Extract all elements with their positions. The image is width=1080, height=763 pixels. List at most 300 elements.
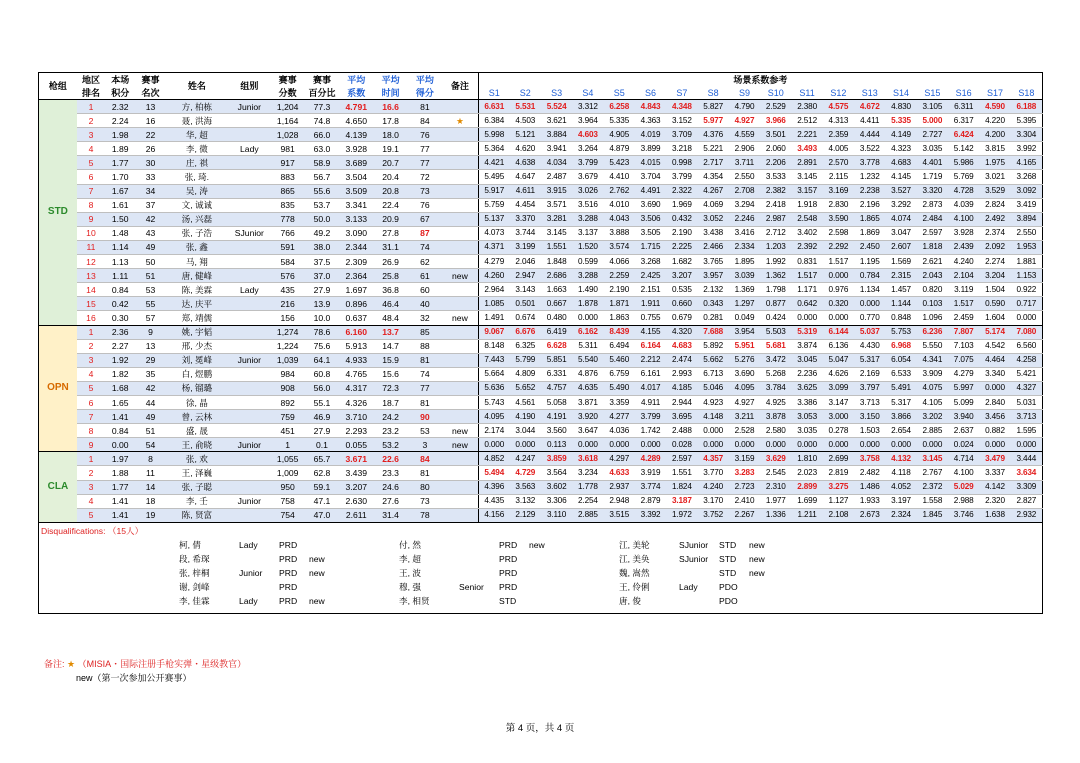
stage-value: 0.000: [478, 438, 509, 452]
avg-factor-cell: 3.710: [339, 410, 373, 424]
dq-division: STD: [719, 567, 737, 578]
name-cell: 张, 子浩: [166, 226, 229, 240]
stage-value: 5.047: [823, 353, 854, 367]
stage-value: 3.992: [1011, 142, 1043, 156]
notes: [44, 657, 246, 685]
header-remark: 备注: [442, 73, 478, 100]
dq-division: PRD: [499, 553, 518, 564]
stage-value: 2.637: [948, 424, 979, 438]
stage-header: S8: [698, 86, 729, 100]
stage-value: 5.977: [698, 114, 729, 128]
season-rank-cell: 42: [135, 212, 165, 226]
stage-value: 2.948: [604, 494, 635, 508]
stage-value: 2.899: [791, 480, 822, 494]
stage-value: 2.699: [823, 452, 854, 466]
stage-value: 1.297: [729, 297, 760, 311]
table-row: [39, 283, 1043, 297]
dq-category: Lady: [239, 595, 258, 606]
points-cell: 1.50: [105, 212, 135, 226]
category-cell: [228, 184, 270, 198]
table-row: [39, 353, 1043, 367]
table-row: [39, 170, 1043, 184]
points-cell: 1.41: [105, 508, 135, 522]
stage-value: 3.337: [979, 466, 1010, 480]
stage-value: 3.026: [572, 184, 603, 198]
stage-value: 2.374: [979, 226, 1010, 240]
stage-value: 4.348: [666, 100, 697, 114]
name-cell: 庄, 祺: [166, 156, 229, 170]
rank-cell: 6: [77, 395, 105, 409]
stage-value: 4.809: [510, 367, 541, 381]
stage-value: 6.628: [541, 339, 572, 353]
stage-value: 1.171: [791, 283, 822, 297]
stage-value: 4.454: [510, 198, 541, 212]
stage-value: 0.000: [791, 311, 822, 325]
stage-value: 3.045: [791, 353, 822, 367]
score-cell: 754: [271, 508, 305, 522]
stage-value: 4.148: [698, 410, 729, 424]
stage-value: 2.439: [948, 240, 979, 254]
avg-score-cell: 87: [408, 226, 442, 240]
remark-cell: [442, 156, 478, 170]
stage-value: 3.564: [541, 466, 572, 480]
stage-value: 0.877: [760, 297, 791, 311]
avg-time-cell: 19.1: [373, 142, 407, 156]
avg-time-cell: 72.3: [373, 381, 407, 395]
stage-value: 5.494: [478, 466, 509, 480]
dq-note: new: [309, 553, 325, 564]
dq-name: 魏, 嵩然: [619, 567, 650, 578]
stage-value: 2.392: [791, 240, 822, 254]
score-cell: 1,028: [271, 128, 305, 142]
rank-cell: 4: [77, 494, 105, 508]
dq-division: PRD: [279, 553, 298, 564]
stage-value: 2.607: [885, 240, 916, 254]
stage-value: 3.044: [510, 424, 541, 438]
avg-time-cell: 53.2: [373, 438, 407, 452]
avg-factor-cell: 3.207: [339, 480, 373, 494]
star-icon: ★: [67, 659, 76, 669]
stage-value: 3.152: [666, 114, 697, 128]
category-cell: Junior: [228, 494, 270, 508]
season-rank-cell: 34: [135, 184, 165, 198]
stage-value: 1.715: [635, 240, 666, 254]
stage-value: 4.620: [510, 142, 541, 156]
percent-cell: 27.9: [305, 283, 339, 297]
table-row: [39, 297, 1043, 311]
stage-value: 0.000: [698, 424, 729, 438]
stage-value: 3.506: [635, 212, 666, 226]
table-row: [39, 452, 1043, 466]
note-star-line: [44, 657, 246, 671]
points-cell: 1.89: [105, 142, 135, 156]
stage-value: 5.531: [510, 100, 541, 114]
stage-value: 3.402: [791, 226, 822, 240]
avg-factor-cell: 1.697: [339, 283, 373, 297]
stage-value: 4.542: [979, 339, 1010, 353]
stage-value: 5.268: [760, 367, 791, 381]
stage-value: 3.312: [572, 100, 603, 114]
avg-score-cell: 74: [408, 367, 442, 381]
results-body: [39, 100, 1043, 523]
dq-division: PRD: [279, 567, 298, 578]
score-cell: 576: [271, 269, 305, 283]
points-cell: 1.70: [105, 170, 135, 184]
avg-score-cell: 78: [408, 508, 442, 522]
stage-value: 5.029: [948, 480, 979, 494]
avg-factor-cell: 2.364: [339, 269, 373, 283]
stage-value: 6.968: [885, 339, 916, 353]
season-rank-cell: 30: [135, 156, 165, 170]
stage-value: 0.770: [854, 311, 885, 325]
stage-value: 2.487: [541, 170, 572, 184]
stage-value: 3.283: [729, 466, 760, 480]
name-cell: 汤, 兴磊: [166, 212, 229, 226]
name-cell: 唐, 健峰: [166, 269, 229, 283]
rank-cell: 14: [77, 283, 105, 297]
stage-value: 3.621: [541, 114, 572, 128]
remark-cell: [442, 184, 478, 198]
stage-value: 4.075: [917, 381, 948, 395]
stage-value: 2.324: [885, 508, 916, 522]
table-row: [39, 100, 1043, 114]
stage-value: 4.289: [635, 452, 666, 466]
rank-cell: 1: [77, 452, 105, 466]
avg-time-cell: 17.8: [373, 114, 407, 128]
stage-value: 3.202: [917, 410, 948, 424]
percent-cell: 37.5: [305, 255, 339, 269]
remark-cell: [442, 240, 478, 254]
note-new-text: new（第一次参加公开赛事）: [76, 673, 192, 683]
score-cell: 1,009: [271, 466, 305, 480]
points-cell: 1.68: [105, 381, 135, 395]
avg-time-cell: 23.2: [373, 424, 407, 438]
stage-value: 3.132: [510, 494, 541, 508]
stage-value: 2.206: [760, 156, 791, 170]
percent-cell: 47.0: [305, 508, 339, 522]
stage-value: 3.204: [979, 269, 1010, 283]
stage-value: 0.000: [510, 438, 541, 452]
percent-cell: 56.0: [305, 381, 339, 395]
avg-factor-cell: 3.928: [339, 142, 373, 156]
remark-cell: new: [442, 269, 478, 283]
stage-value: 5.137: [478, 212, 509, 226]
stage-value: 4.142: [979, 480, 1010, 494]
stage-value: 4.603: [572, 128, 603, 142]
stage-value: 1.878: [572, 297, 603, 311]
dq-category: SJunior: [679, 553, 709, 564]
stage-value: 0.000: [854, 297, 885, 311]
stage-value: 3.150: [854, 410, 885, 424]
avg-factor-cell: 0.896: [339, 297, 373, 311]
dq-note: new: [749, 553, 765, 564]
stage-value: 4.313: [823, 114, 854, 128]
stage-value: 0.343: [698, 297, 729, 311]
stage-value: 0.755: [635, 311, 666, 325]
dq-division: STD: [719, 539, 737, 550]
stage-value: 1.848: [541, 255, 572, 269]
stage-value: 3.021: [979, 170, 1010, 184]
stage-value: 5.998: [478, 128, 509, 142]
stage-value: 3.797: [854, 381, 885, 395]
table-row: [39, 255, 1043, 269]
stage-value: 4.191: [541, 410, 572, 424]
stage-value: 3.456: [979, 410, 1010, 424]
stage-value: 0.024: [948, 438, 979, 452]
stage-value: 6.759: [604, 367, 635, 381]
remark-cell: [442, 198, 478, 212]
stage-value: 5.142: [948, 142, 979, 156]
stage-value: 3.304: [1011, 128, 1043, 142]
category-cell: [228, 311, 270, 325]
rank-cell: 4: [77, 142, 105, 156]
stage-value: 3.784: [760, 381, 791, 395]
category-cell: [228, 269, 270, 283]
stage-value: 0.000: [698, 438, 729, 452]
stage-value: 4.010: [604, 198, 635, 212]
stage-value: 2.359: [823, 128, 854, 142]
avg-factor-cell: 4.650: [339, 114, 373, 128]
dq-entry: [179, 580, 339, 594]
avg-factor-cell: 3.504: [339, 170, 373, 184]
dq-note: new: [749, 539, 765, 550]
stage-value: 5.335: [604, 114, 635, 128]
stage-value: 3.874: [791, 339, 822, 353]
stage-value: 5.769: [948, 170, 979, 184]
avg-time-cell: 20.9: [373, 212, 407, 226]
season-rank-cell: 42: [135, 381, 165, 395]
stage-value: 3.386: [791, 395, 822, 409]
stage-value: 5.335: [885, 114, 916, 128]
rank-cell: 9: [77, 212, 105, 226]
stage-value: 4.034: [541, 156, 572, 170]
stage-value: 3.145: [541, 226, 572, 240]
rank-cell: 15: [77, 297, 105, 311]
stage-header: S7: [666, 86, 697, 100]
stage-header: S4: [572, 86, 603, 100]
stage-value: 4.633: [604, 466, 635, 480]
rank-cell: 5: [77, 508, 105, 522]
stage-value: 3.199: [510, 240, 541, 254]
header-avg-time-1: 平均: [373, 73, 407, 87]
stage-value: 1.699: [791, 494, 822, 508]
table-row: [39, 269, 1043, 283]
stage-value: 1.362: [760, 269, 791, 283]
stage-value: 4.095: [729, 381, 760, 395]
percent-cell: 78.6: [305, 325, 339, 339]
stage-value: 4.879: [604, 142, 635, 156]
season-rank-cell: 13: [135, 339, 165, 353]
percent-cell: 62.8: [305, 466, 339, 480]
season-rank-cell: 43: [135, 226, 165, 240]
stage-value: 2.824: [979, 198, 1010, 212]
stage-value: 5.121: [510, 128, 541, 142]
stage-value: 3.039: [729, 269, 760, 283]
avg-score-cell: 73: [408, 494, 442, 508]
stage-value: 2.174: [478, 424, 509, 438]
header-region-rank-1: 地区: [77, 73, 105, 87]
name-cell: 曾, 云林: [166, 410, 229, 424]
stage-value: 3.690: [635, 198, 666, 212]
stage-value: 4.149: [885, 128, 916, 142]
stage-value: 5.664: [478, 367, 509, 381]
name-cell: 邢, 少杰: [166, 339, 229, 353]
avg-time-cell: 26.9: [373, 255, 407, 269]
stage-value: 4.017: [635, 381, 666, 395]
stage-value: 2.762: [604, 184, 635, 198]
stage-value: 4.590: [979, 100, 1010, 114]
stage-value: 4.066: [604, 255, 635, 269]
name-cell: 李, 壬: [166, 494, 229, 508]
stage-value: 3.234: [572, 466, 603, 480]
stage-value: 4.005: [823, 142, 854, 156]
stage-value: 0.501: [510, 297, 541, 311]
stage-value: 5.743: [478, 395, 509, 409]
table-row: [39, 410, 1043, 424]
stage-value: 3.479: [979, 452, 1010, 466]
stage-value: 5.503: [760, 325, 791, 339]
stage-value: 4.638: [510, 156, 541, 170]
name-cell: 杨, 镏璐: [166, 381, 229, 395]
score-cell: 865: [271, 184, 305, 198]
name-cell: 陈, 贤富: [166, 508, 229, 522]
dq-column-2: [399, 538, 559, 608]
points-cell: 1.13: [105, 255, 135, 269]
season-rank-cell: 16: [135, 114, 165, 128]
stage-value: 1.869: [854, 226, 885, 240]
stage-value: 6.560: [1011, 339, 1043, 353]
stage-value: 0.679: [666, 311, 697, 325]
stage-header: S14: [885, 86, 916, 100]
score-cell: 156: [271, 311, 305, 325]
stage-value: 2.092: [979, 240, 1010, 254]
stage-value: 1.881: [1011, 255, 1043, 269]
stage-value: 4.728: [948, 184, 979, 198]
dq-name: 穆, 强: [399, 581, 421, 592]
percent-cell: 64.1: [305, 353, 339, 367]
season-rank-cell: 50: [135, 255, 165, 269]
stage-value: 4.320: [666, 325, 697, 339]
stage-value: 6.161: [635, 367, 666, 381]
stage-value: 4.876: [572, 367, 603, 381]
stage-value: 1.682: [666, 255, 697, 269]
avg-factor-cell: 3.341: [339, 198, 373, 212]
percent-cell: 58.9: [305, 156, 339, 170]
stage-value: 3.859: [541, 452, 572, 466]
stage-value: 2.528: [729, 424, 760, 438]
stage-value: 2.169: [854, 367, 885, 381]
category-cell: [228, 114, 270, 128]
stage-value: 2.550: [729, 170, 760, 184]
stage-value: 2.236: [791, 367, 822, 381]
dq-division: PDO: [719, 595, 738, 606]
stage-value: 5.753: [885, 325, 916, 339]
stage-value: 3.416: [729, 226, 760, 240]
remark-cell: [442, 452, 478, 466]
stage-value: 3.590: [823, 212, 854, 226]
stage-value: 4.240: [698, 480, 729, 494]
name-cell: 华, 超: [166, 128, 229, 142]
stage-value: 3.099: [823, 381, 854, 395]
stage-value: 4.575: [823, 100, 854, 114]
stage-value: 6.144: [823, 325, 854, 339]
score-cell: 1,224: [271, 339, 305, 353]
note-label: 备注:: [44, 659, 65, 669]
remark-cell: [442, 339, 478, 353]
stage-value: 3.774: [635, 480, 666, 494]
stage-value: 3.799: [666, 170, 697, 184]
stage-value: 4.790: [729, 100, 760, 114]
stage-value: 3.047: [885, 226, 916, 240]
stage-value: 3.629: [760, 452, 791, 466]
header-season-rank-2: 名次: [135, 86, 165, 100]
stage-value: 3.306: [541, 494, 572, 508]
stage-value: 3.634: [1011, 466, 1043, 480]
avg-score-cell: 76: [408, 198, 442, 212]
avg-factor-cell: 5.913: [339, 339, 373, 353]
stage-value: 3.370: [510, 212, 541, 226]
stage-value: 3.522: [854, 142, 885, 156]
dq-entry: [619, 580, 779, 594]
dq-division: PRD: [279, 581, 298, 592]
stage-value: 4.341: [917, 353, 948, 367]
stage-value: 6.631: [478, 100, 509, 114]
score-cell: 1,055: [271, 452, 305, 466]
stage-value: 4.323: [885, 142, 916, 156]
stage-value: 4.672: [854, 100, 885, 114]
stage-value: 6.054: [885, 353, 916, 367]
stage-value: 1.558: [917, 494, 948, 508]
stage-value: 0.000: [604, 438, 635, 452]
stage-value: 3.899: [635, 142, 666, 156]
dq-entry: [619, 552, 779, 566]
stage-value: 2.879: [635, 494, 666, 508]
score-cell: 759: [271, 410, 305, 424]
avg-score-cell: 81: [408, 353, 442, 367]
season-rank-cell: 37: [135, 198, 165, 212]
stage-value: 3.035: [791, 424, 822, 438]
stage-value: 3.758: [854, 452, 885, 466]
score-cell: 1: [271, 438, 305, 452]
group-label: STD: [39, 100, 77, 326]
stage-value: 1.127: [823, 494, 854, 508]
stage-value: 3.940: [948, 410, 979, 424]
stage-value: 0.674: [510, 311, 541, 325]
avg-score-cell: 32: [408, 311, 442, 325]
remark-cell: ★: [442, 114, 478, 128]
stage-value: 5.317: [854, 353, 885, 367]
dq-category: Lady: [239, 539, 258, 550]
percent-cell: 37.0: [305, 269, 339, 283]
stage-value: 3.000: [823, 410, 854, 424]
avg-time-cell: 46.4: [373, 297, 407, 311]
stage-value: 5.276: [729, 353, 760, 367]
stage-value: 2.597: [666, 452, 697, 466]
stage-value: 4.357: [698, 452, 729, 466]
score-cell: 584: [271, 255, 305, 269]
rank-cell: 8: [77, 198, 105, 212]
points-cell: 0.00: [105, 438, 135, 452]
stage-value: 2.482: [854, 466, 885, 480]
name-cell: 达, 庆平: [166, 297, 229, 311]
stage-value: 7.103: [948, 339, 979, 353]
dq-division: PRD: [279, 595, 298, 606]
stage-value: 4.757: [541, 381, 572, 395]
avg-time-cell: 22.6: [373, 452, 407, 466]
stage-header: S5: [604, 86, 635, 100]
header-name: 姓名: [166, 73, 229, 100]
stage-value: 4.927: [729, 395, 760, 409]
